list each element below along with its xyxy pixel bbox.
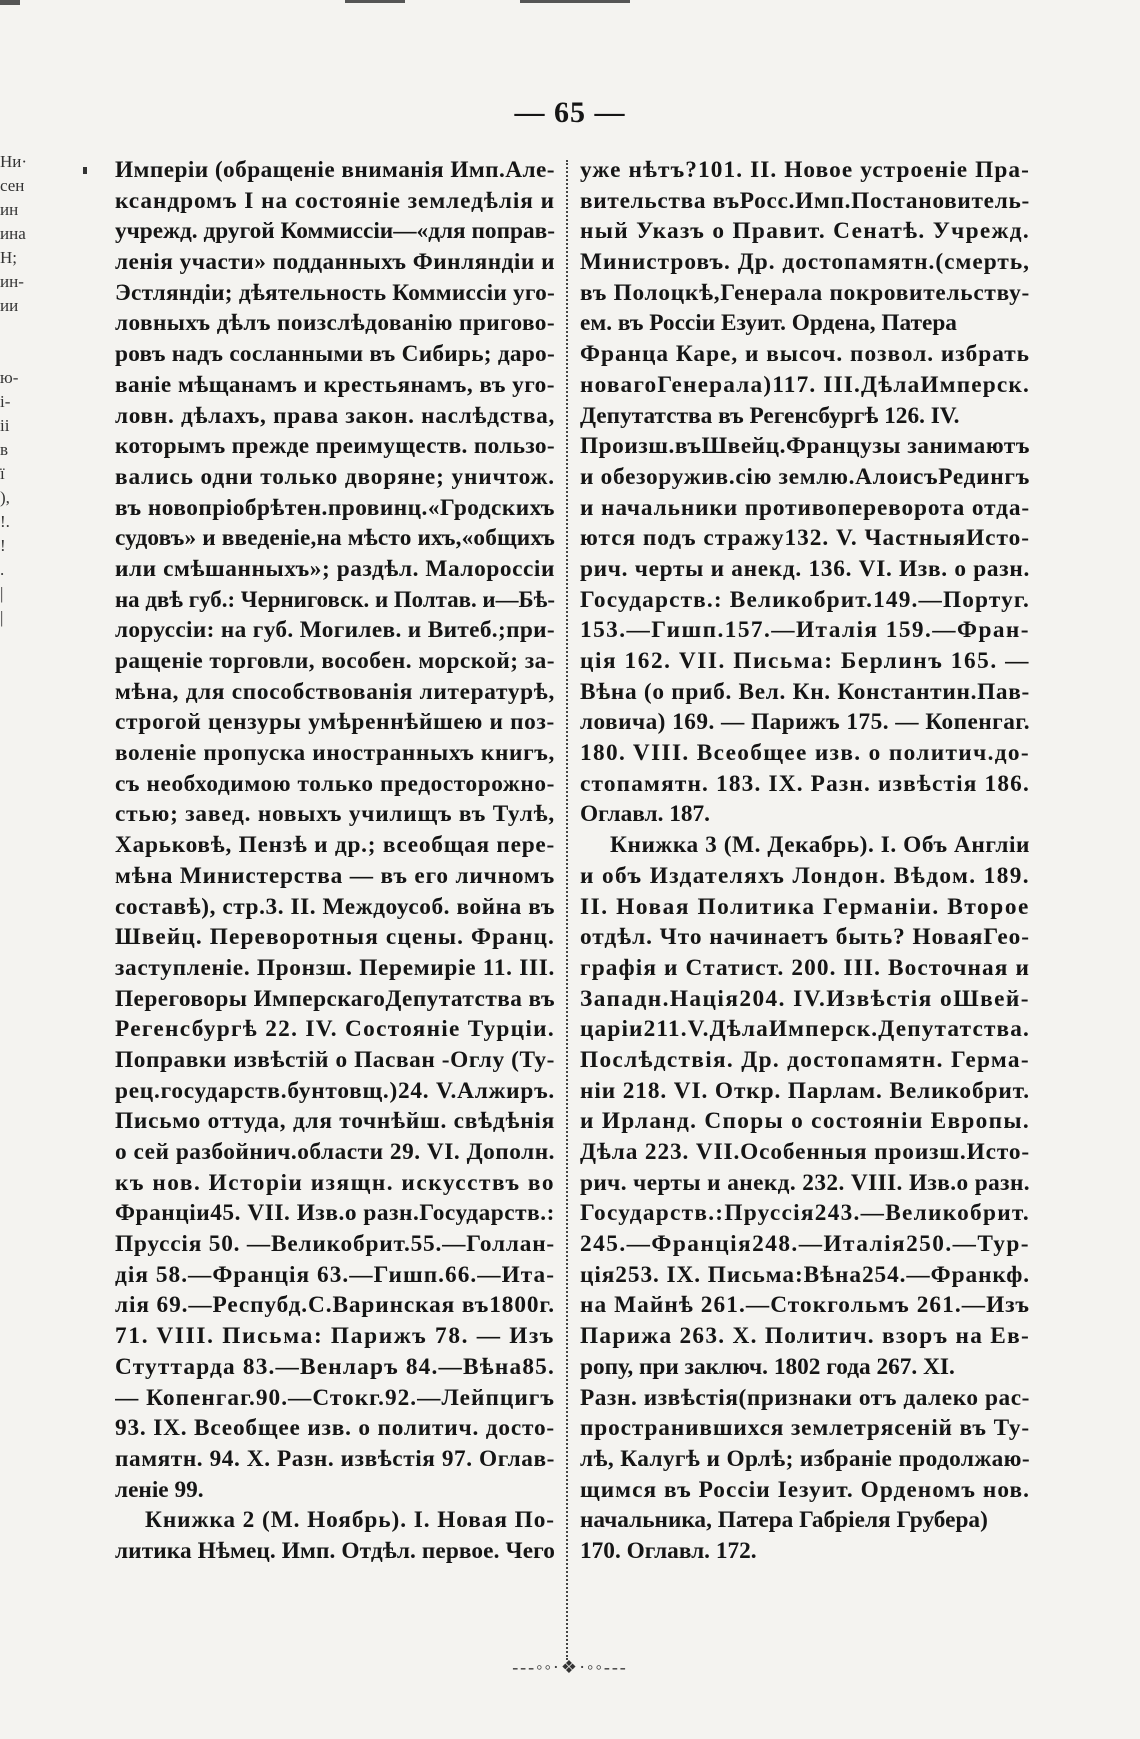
- left-column-line: Швейц. Переворотныя сцены. Франц.: [115, 924, 555, 951]
- margin-fragment: іі: [0, 416, 10, 435]
- left-column-line: заступленіе. Пронзш. Перемиріе 11. III.: [115, 954, 555, 981]
- right-column: [580, 155, 1030, 1567]
- right-column-line: Парижа 263. X. Политич. взоръ на Ев-: [580, 1323, 1030, 1350]
- right-column-line: лѣ, Калугѣ и Орлѣ; избраніе продолжаю-: [580, 1445, 1030, 1472]
- left-column-line: мѣна Министерства — въ его личномъ: [115, 862, 555, 889]
- right-column-line: Дѣла 223. VII.Особенныя произш.Исто-: [580, 1139, 1030, 1165]
- left-column-line: составѣ), стр.3. II. Междоусоб. война въ: [115, 893, 555, 920]
- right-column-line: Разн. извѣстія(признаки отъ далеко рас-: [580, 1384, 1030, 1411]
- right-column-line: новагоГенерала)117. III.ДѣлаИмперск.: [580, 371, 1030, 398]
- left-column-line: Эстляндіи; дѣятельность Коммиссіи уго-: [115, 279, 555, 306]
- left-column-line: Имперіи (обращеніе вниманія Имп.Але-: [115, 157, 555, 183]
- left-column-line: которымъ прежде преимуществ. пользо-: [115, 433, 555, 460]
- margin-fragment: ї: [0, 464, 5, 483]
- right-column-line: ный Указъ о Правит. Сенатѣ. Учрежд.: [580, 218, 1030, 245]
- left-column-line: учрежд. другой Коммиссіи—«для поправ-: [115, 218, 555, 245]
- right-column-line: въ Полоцкѣ,Генерала покровительству-: [580, 279, 1030, 306]
- right-column-line: 153.—Гишп.157.—Италія 159.—Фран-: [580, 617, 1030, 644]
- right-column-line: II. Новая Политика Германіи. Второе: [580, 893, 1030, 920]
- left-column-line: 93. IX. Всеобщее изв. о политич. досто-: [115, 1415, 555, 1442]
- right-column-line: отдѣл. Что начинаетъ быть? НоваяГео-: [580, 924, 1030, 951]
- right-column-line: ція 162. VII. Письма: Берлинъ 165. —: [580, 648, 1030, 674]
- margin-fragment: ин-: [0, 272, 24, 291]
- right-column-line: ропу, при заключ. 1802 года 267. XI.: [580, 1353, 955, 1380]
- margin-fragment: .: [0, 560, 5, 579]
- right-column-line: Западн.Нація204. IV.Извѣстія оШвей-: [580, 985, 1030, 1012]
- margin-fragment: Ни·: [0, 152, 28, 171]
- right-column-line: ція253. IX. Письма:Вѣна254.—Франкф.: [580, 1261, 1030, 1288]
- left-column-line: литика Нѣмец. Имп. Отдѣл. первое. Чего: [115, 1537, 555, 1564]
- margin-fragment: !: [0, 536, 6, 555]
- right-column-line: уже нѣтъ?101. II. Новое устроеніе Пра-: [580, 157, 1030, 183]
- left-column-line: въ новопріобрѣтен.провинц.«Гродскихъ: [115, 494, 555, 521]
- right-column-line: Франца Каре, и высоч. позвол. избрать: [580, 341, 1030, 368]
- left-column-line: на двѣ губ.: Черниговск. и Полтав. и—Бѣ-: [115, 586, 555, 613]
- left-column-line: о сей разбойнич.области 29. VI. Дополн.: [115, 1139, 555, 1165]
- left-column-line: Поправки извѣстій о Пасван -Оглу (Ту-: [115, 1046, 555, 1073]
- right-column-line: Депутатства въ Регенсбургѣ 126. IV.: [580, 402, 960, 429]
- right-column-line: ются подъ стражу132. V. ЧастныяИсто-: [580, 525, 1030, 552]
- right-column-line: и объ Издателяхъ Лондон. Вѣдом. 189.: [580, 862, 1030, 889]
- margin-fragments: [0, 150, 42, 630]
- left-column-line: ращеніе торговли, вособен. морской; за-: [115, 648, 555, 674]
- left-column-line: Книжка 2 (М. Ноябрь). I. Новая По-: [145, 1507, 555, 1534]
- left-column-line: вались одни только дворяне; уничтож.: [115, 463, 555, 490]
- right-column-line: Книжка 3 (М. Декабрь). I. Объ Англіи: [610, 832, 1030, 859]
- left-column-line: къ нов. Исторіи изящн. искусствъ во: [115, 1169, 555, 1196]
- top-rule-right: [520, 0, 630, 3]
- left-column-line: леніе 99.: [115, 1476, 204, 1503]
- right-column-line: 245.—Франція248.—Италія250.—Тур-: [580, 1231, 1030, 1258]
- left-column-line: памятн. 94. X. Разн. извѣстія 97. Оглав-: [115, 1445, 555, 1472]
- right-column-line: Министровъ. Др. достопамятн.(смерть,: [580, 249, 1030, 276]
- top-rule-left: [0, 0, 20, 5]
- right-column-line: ем. въ Россіи Езуит. Ордена, Патера: [580, 310, 957, 337]
- page-number: — 65 —: [514, 96, 626, 129]
- margin-fragment: ю-: [0, 368, 19, 387]
- right-column-line: Послѣдствія. Др. достопамятн. Герма-: [580, 1046, 1030, 1073]
- margin-fragment: ин: [0, 200, 19, 219]
- left-column-line: ленія участи» подданныхъ Финляндіи и: [115, 249, 555, 276]
- right-column-line: стопамятн. 183. IX. Разн. извѣстія 186.: [580, 770, 1030, 797]
- right-column-line: Оглавл. 187.: [580, 801, 710, 828]
- left-column-line: судовъ» и введеніе,на мѣсто ихъ,«общихъ: [115, 525, 555, 552]
- left-column-line: Регенсбургѣ 22. IV. Состояніе Турціи.: [115, 1016, 555, 1043]
- margin-fragment: [0, 342, 42, 366]
- left-column-line: ровъ надъ сосланными въ Сибирь; даро-: [115, 341, 555, 368]
- left-column-line: — Копенгаг.90.—Стокг.92.—Лейпцигъ: [115, 1384, 555, 1411]
- margin-fragment: |: [0, 584, 4, 603]
- left-column-line: ловн. дѣлахъ, права закон. наслѣдства,: [115, 402, 555, 429]
- margin-fragment: ),: [0, 488, 10, 507]
- right-column-line: царіи211.V.ДѣлаИмперск.Депутатства.: [580, 1016, 1030, 1043]
- margin-fragment: Н;: [0, 248, 17, 267]
- left-column-line: ваніе мѣщанамъ и крестьянамъ, въ уго-: [115, 371, 555, 398]
- right-column-line: на Майнѣ 261.—Стокгольмъ 261.—Изъ: [580, 1292, 1030, 1319]
- left-column-line: Харьковѣ, Пензѣ и др.; всеобщая пере-: [115, 832, 555, 859]
- right-column-line: вительства въРосс.Имп.Постановитель-: [580, 187, 1030, 214]
- right-column-line: Государств.:Пруссія243.—Великобрит.: [580, 1200, 1030, 1227]
- end-ornament: ---◦◦·❖·◦◦---: [512, 1657, 628, 1677]
- margin-fragment: [0, 318, 42, 342]
- left-column-line: дія 58.—Франція 63.—Гишп.66.—Ита-: [115, 1261, 555, 1288]
- margin-fragment: і-: [0, 392, 11, 411]
- margin-tick: [83, 167, 87, 174]
- margin-fragment: в: [0, 440, 9, 459]
- left-column-line: Пруссія 50. —Великобрит.55.—Голлан-: [115, 1231, 555, 1258]
- margin-fragment: сен: [0, 176, 25, 195]
- right-column-line: Произш.въШвейц.Французы занимаютъ: [580, 433, 1030, 460]
- left-column-line: съ необходимою только предосторожно-: [115, 770, 555, 797]
- left-column-line: Франціи45. VII. Изв.о разн.Государств.:: [115, 1200, 555, 1227]
- left-column-line: строгой цензуры умѣреннѣйшею и поз-: [115, 709, 555, 736]
- top-rule-center: [345, 0, 405, 3]
- right-column-line: пространившихся землетрясеній въ Ту-: [580, 1415, 1030, 1442]
- right-column-line: рич. черты и анекд. 232. VIII. Изв.о разн.: [580, 1169, 1030, 1196]
- margin-fragment: !.: [0, 512, 10, 531]
- margin-fragment: ина: [0, 224, 26, 243]
- left-column-line: лоруссіи: на губ. Могилев. и Витеб.;при-: [115, 617, 555, 644]
- left-column-line: ловныхъ дѣлъ поизслѣдованію пригово-: [115, 310, 555, 337]
- right-column-line: и обезоружив.сію землю.АлоисъРедингъ: [580, 463, 1030, 490]
- left-column: [115, 155, 555, 1567]
- left-column-line: ксандромъ I на состояніе земледѣлія и: [115, 187, 555, 214]
- margin-fragment: |: [0, 608, 4, 627]
- right-column-line: ловича) 169. — Парижъ 175. — Копенгаг.: [580, 709, 1030, 736]
- left-column-line: или смѣшанныхъ»; раздѣл. Малороссіи: [115, 555, 555, 582]
- left-column-line: стью; завед. новыхъ училищъ въ Тулѣ,: [115, 801, 555, 828]
- right-column-line: ніи 218. VI. Откр. Парлам. Великобрит.: [580, 1077, 1030, 1104]
- left-column-line: Стуттарда 83.—Венларъ 84.—Вѣна85.: [115, 1353, 555, 1380]
- left-column-line: рец.государств.бунтовщ.)24. V.Алжиръ.: [115, 1077, 555, 1104]
- margin-fragment: ии: [0, 296, 19, 315]
- left-column-line: Переговоры ИмперскагоДепутатства въ: [115, 985, 555, 1012]
- left-column-line: лія 69.—Респубд.С.Варинская въ1800г.: [115, 1292, 555, 1319]
- right-column-line: щимся въ Россіи Іезуит. Орденомъ нов.: [580, 1476, 1030, 1503]
- right-column-line: и Ирланд. Споры о состояніи Европы.: [580, 1108, 1030, 1135]
- right-column-line: и начальники противопереворота отда-: [580, 494, 1030, 521]
- right-column-line: 180. VIII. Всеобщее изв. о политич.до-: [580, 740, 1030, 767]
- left-column-line: мѣна, для способствованія литературѣ,: [115, 678, 555, 705]
- right-column-line: Государств.: Великобрит.149.—Португ.: [580, 586, 1030, 613]
- right-column-line: 170. Оглавл. 172.: [580, 1537, 757, 1564]
- right-column-line: начальника, Патера Габріеля Грубера): [580, 1507, 988, 1534]
- right-column-line: Вѣна (о приб. Вел. Кн. Константин.Пав-: [580, 678, 1030, 705]
- left-column-line: Письмо оттуда, для точнѣйш. свѣдѣнія: [115, 1108, 555, 1135]
- left-column-line: воленіе пропуска иностранныхъ книгъ,: [115, 740, 555, 767]
- column-divider: [566, 160, 568, 1660]
- right-column-line: графія и Статист. 200. III. Восточная и: [580, 954, 1030, 981]
- left-column-line: 71. VIII. Письма: Парижъ 78. — Изъ: [115, 1323, 555, 1350]
- right-column-line: рич. черты и анекд. 136. VI. Изв. о разн.: [580, 555, 1030, 582]
